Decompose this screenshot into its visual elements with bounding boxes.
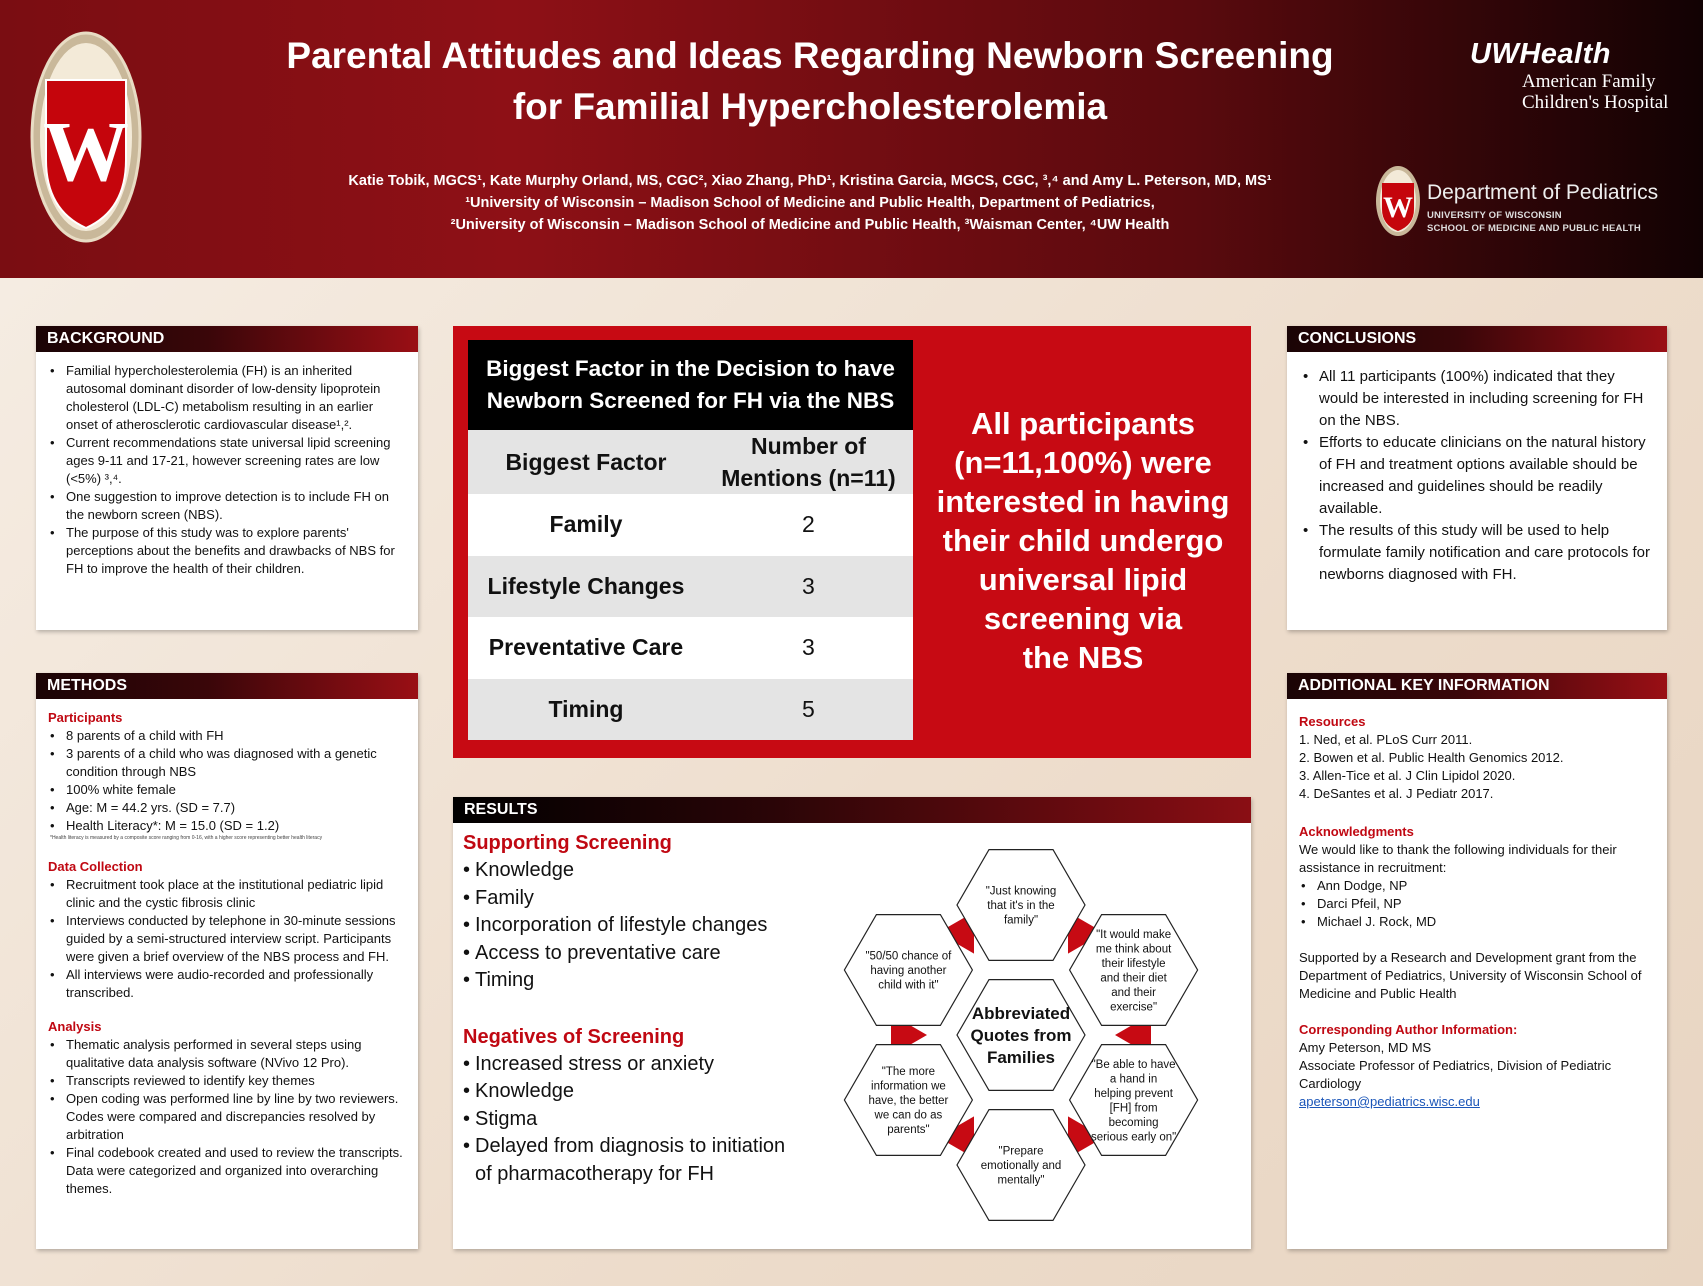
department-logo: W Department of Pediatrics UNIVERSITY OF WISCONSIN SCHOOL OF MEDICINE AND PUBLIC HEALTH (1375, 165, 1675, 240)
poster-title (240, 30, 1380, 132)
list-item: • Age: M = 44.2 yrs. (SD = 7.7) (48, 799, 406, 817)
quote-text: serious early on" (1090, 1131, 1177, 1144)
key-finding-panel (453, 326, 1251, 758)
quote-text: that it's in the (987, 900, 1055, 912)
analysis-list (48, 1036, 406, 1198)
poster-header (0, 0, 1703, 278)
list-item: • Efforts to educate clinicians on the natural history of FH and treatment options available should be increased and guidelines should be readily available. (1301, 432, 1653, 520)
quote-text: their lifestyle (1101, 957, 1166, 970)
analysis-heading: Analysis (48, 1019, 102, 1034)
key-finding-statement: All participants (n=11,100%) were interested in having their child undergo universal lipid screening via the NBS (936, 406, 1230, 675)
list-item: • 100% white female (48, 781, 406, 799)
quote-text: and their diet (1100, 972, 1167, 985)
title-line-1: Parental Attitudes and Ideas Regarding Newborn Screening (286, 35, 1334, 76)
quote-text: a hand in (1109, 1073, 1158, 1086)
list-item: • Stigma (463, 1106, 803, 1134)
quote-text: and their (1111, 986, 1156, 999)
author-list (240, 170, 1380, 236)
list-item: • Incorporation of lifestyle changes (463, 912, 803, 940)
acknowledgments-text: We would like to thank the following individuals for their assistance in recruitment: (1299, 842, 1617, 875)
affiliation-line: ²University of Wisconsin – Madison School of Medicine and Public Health, ³Waisman Center, ⁴UW Health (450, 217, 1170, 233)
corresponding-author-heading: Corresponding Author Information: (1299, 1022, 1518, 1037)
list-item: • Knowledge (463, 857, 803, 885)
list-item: • Open coding was performed line by line by two reviewers. Codes were compared and discrepancies resolved by arbitration (48, 1090, 406, 1144)
additional-info-panel (1287, 673, 1667, 1249)
list-item: • The results of this study will be used to help formulate family notification and care protocols for newborns diagnosed with FH. (1301, 520, 1653, 586)
quote-text: "Just knowing (985, 885, 1057, 898)
reference: 2. Bowen et al. Public Health Genomics 2012. (1299, 750, 1564, 765)
list-item: • All interviews were audio-recorded and professionally transcribed. (48, 966, 406, 1002)
conclusions-panel (1287, 326, 1667, 630)
list-item: • Michael J. Rock, MD (1299, 913, 1655, 931)
svg-text:W: W (43, 103, 129, 199)
list-item: • Increased stress or anxiety (463, 1051, 803, 1079)
results-lists (463, 829, 803, 1188)
list-item: • One suggestion to improve detection is to include FH on the newborn screen (NBS). (48, 488, 406, 524)
panel-heading: METHODS (36, 673, 418, 699)
resources-heading: Resources (1299, 714, 1366, 729)
quote-text: "50/50 chance of (865, 950, 952, 963)
list-item: • Familial hypercholesterolemia (FH) is an inherited autosomal dominant disorder of low-density lipoprotein cholesterol (LDL-C) metabolism resulting in an earlier onset of atherosclerotic cardiovascular disease¹,². (48, 362, 406, 434)
table-row: Preventative Care 3 (488, 634, 815, 661)
methods-panel (36, 673, 418, 1249)
panel-heading: CONCLUSIONS (1287, 326, 1667, 352)
table-row: Lifestyle Changes 3 (468, 556, 913, 618)
table-row: Timing 5 (468, 679, 913, 741)
list-item: • Delayed from diagnosis to initiation of pharmacotherapy for FH (463, 1133, 803, 1188)
panel-heading: BACKGROUND (36, 326, 418, 352)
quote-text: [FH] from (1109, 1102, 1158, 1115)
quote-text: "Be able to have (1091, 1058, 1176, 1071)
quote-text: family" (1003, 914, 1039, 927)
quote-text: emotionally and (980, 1160, 1062, 1172)
quote-text: having another (870, 965, 947, 977)
author-title: Associate Professor of Pediatrics, Division of Pediatric Cardiology (1299, 1058, 1612, 1091)
list-item: • Ann Dodge, NP (1299, 877, 1655, 895)
supporting-list (463, 857, 803, 995)
quote-text: mentally" (997, 1174, 1045, 1187)
list-item: • 8 parents of a child with FH (48, 727, 406, 745)
column-header: Biggest Factor (468, 430, 704, 494)
list-item: • Timing (463, 967, 803, 995)
table-title: Biggest Factor in the Decision to have Newborn Screened for FH via the NBS (468, 340, 913, 430)
background-panel (36, 326, 418, 630)
background-list (48, 362, 406, 578)
authors-line: Katie Tobik, MGCS¹, Kate Murphy Orland, MS, CGC², Xiao Zhang, PhD¹, Kristina Garcia, MGCS, CGC, ³,⁴ and Amy L. Peterson, MD, MS¹ (348, 173, 1272, 189)
acknowledgments-heading: Acknowledgments (1299, 824, 1414, 839)
reference: 3. Allen-Tice et al. J Clin Lipidol 2020. (1299, 768, 1516, 783)
list-item: • Thematic analysis performed in several steps using qualitative data analysis software (NVivo 12 Pro). (48, 1036, 406, 1072)
uw-health-logo: UWHealth American Family Children's Hospital (1470, 38, 1669, 113)
list-item: • Transcripts reviewed to identify key themes (48, 1072, 406, 1090)
svg-text:W: W (1383, 191, 1413, 224)
results-panel (453, 797, 1251, 1249)
acknowledgments-list (1299, 877, 1655, 931)
reference: 4. DeSantes et al. J Pediatr 2017. (1299, 786, 1494, 801)
quote-text: parents" (887, 1124, 930, 1136)
list-item: • Access to preventative care (463, 940, 803, 968)
funding-text: Supported by a Research and Development grant from the Department of Pediatrics, University of Wisconsin School of Medicine and Public Health (1299, 950, 1642, 1001)
biggest-factor-table (468, 340, 913, 740)
table-row: Family 2 (549, 511, 815, 538)
list-item: • All 11 participants (100%) indicated that they would be interested in including screening for FH on the NBS. (1301, 366, 1653, 432)
column-header: Number of Mentions (n=11) (704, 430, 913, 494)
reference: 1. Ned, et al. PLoS Curr 2011. (1299, 732, 1473, 747)
quote-text: "Prepare (998, 1145, 1044, 1158)
affiliation-line: ¹University of Wisconsin – Madison School of Medicine and Public Health, Department of Pediatrics, (465, 195, 1155, 211)
negatives-list (463, 1051, 803, 1189)
list-item: • Current recommendations state universal lipid screening ages 9-11 and 17-21, however screening rates are low (<5%) ³,⁴. (48, 434, 406, 488)
negatives-heading: Negatives of Screening (463, 1025, 685, 1048)
uw-mini-crest-icon (1375, 165, 1421, 237)
center-label: Abbreviated (971, 1004, 1071, 1023)
quote-text: me think about (1095, 943, 1172, 956)
quote-text: becoming (1108, 1116, 1159, 1129)
data-collection-heading: Data Collection (48, 859, 143, 874)
list-item: • Knowledge (463, 1078, 803, 1106)
quote-text: helping prevent (1094, 1087, 1173, 1100)
list-item: • 3 parents of a child who was diagnosed with a genetic condition through NBS (48, 745, 406, 781)
uw-crest-icon (30, 30, 142, 245)
quote-text: we can do as (874, 1109, 943, 1122)
list-item: • Health Literacy*: M = 15.0 (SD = 1.2) (48, 817, 406, 835)
data-collection-list (48, 876, 406, 1002)
list-item: • Interviews conducted by telephone in 30-minute sessions guided by a semi-structured interview script. Participants were given a brief overview of the NBS process and FH. (48, 912, 406, 966)
quote-text: have, the better (868, 1095, 949, 1107)
quote-text: "The more (881, 1066, 936, 1078)
list-item: • The purpose of this study was to explore parents' perceptions about the benefits and drawbacks of NBS for FH to improve the health of their children. (48, 524, 406, 578)
list-item: • Recruitment took place at the institutional pediatric lipid clinic and the cystic fibrosis clinic (48, 876, 406, 912)
quote-text: child with it" (878, 979, 939, 992)
quote-text: information we (871, 1080, 946, 1093)
list-item: • Final codebook created and used to review the transcripts. Data were categorized and organized into overarching themes. (48, 1144, 406, 1198)
list-item: • Darci Pfeil, NP (1299, 895, 1655, 913)
supporting-heading: Supporting Screening (463, 832, 672, 854)
center-label: Quotes from (970, 1026, 1072, 1045)
quote-text: "It would make (1096, 928, 1172, 941)
quotes-hexagon-diagram (811, 825, 1231, 1245)
center-label: Families (986, 1048, 1056, 1067)
quote-text: exercise" (1110, 1001, 1158, 1014)
participants-list (48, 727, 406, 835)
title-line-2: for Familial Hypercholesterolemia (512, 86, 1108, 127)
list-item: • Family (463, 885, 803, 913)
panel-heading: ADDITIONAL KEY INFORMATION (1287, 673, 1667, 699)
author-email-link[interactable]: apeterson@pediatrics.wisc.edu (1299, 1094, 1480, 1109)
panel-heading: RESULTS (453, 797, 1251, 823)
conclusions-list (1301, 366, 1653, 586)
health-literacy-footnote: *Health literacy is measured by a composite score ranging from 0-16, with a higher score representing better health literacy (50, 835, 323, 841)
author-name: Amy Peterson, MD MS (1299, 1040, 1432, 1055)
participants-heading: Participants (48, 710, 123, 725)
